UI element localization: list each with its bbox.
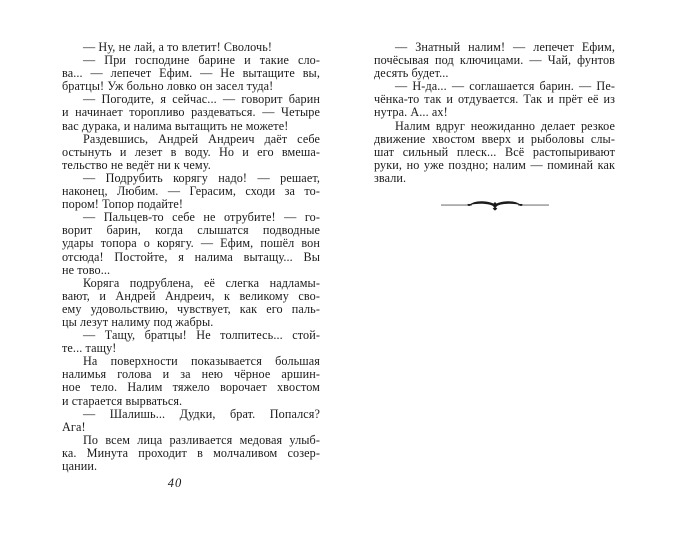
text-line: остынуть и лезет в воду. Но и его вмеша- <box>62 145 320 159</box>
text-line: — Н-да... — соглашается барин. — Пе- <box>395 80 615 94</box>
text-line: Ага! <box>62 420 86 434</box>
text-line: почёсывая под ключицами. — Чай, фунтов <box>374 54 615 68</box>
text-line: ворит барин, когда слышатся подводные <box>62 224 320 238</box>
text-line: Налим вдруг неожиданно делает резкое <box>395 119 615 133</box>
text-line: — Знатный налим! — лепечет Ефим, <box>395 41 615 54</box>
text-line: звали. <box>374 171 407 185</box>
text-line: и начинает торопливо раздеваться. — Четыре <box>62 106 320 120</box>
text-line: цании. <box>62 460 98 473</box>
text-line: руки, но уже поздно; налим — поминай как <box>374 158 615 172</box>
text-line: вают, и Андрей Андреич, к великому сво- <box>62 289 320 303</box>
text-line: ное тело. Налим тяжело ворочает хвостом <box>62 381 320 395</box>
text-line: братцы! Уж больно ловко он засел туда! <box>62 80 274 94</box>
text-line: — Тащу, братцы! Не толпитесь... стой- <box>83 329 320 343</box>
text-line: налимья голова и за нею чёрное аршин- <box>62 368 320 382</box>
text-line: движение хвостом вверх и рыболовы слы- <box>374 132 615 146</box>
text-line: ка. Минута проходит в молчаливом созер- <box>62 446 320 460</box>
text-line: ему удовольствию, чувствует, как его паль- <box>62 302 320 316</box>
text-line: ва... — лепечет Ефим. — Не вытащите вы, <box>62 67 320 81</box>
text-line: не тово... <box>62 263 111 277</box>
text-line: На поверхности показывается большая <box>83 355 320 369</box>
text-line: чёнка-то так и отдувается. Так и прёт её из <box>374 93 615 107</box>
text-line: десять будет... <box>374 67 449 81</box>
text-line: — При господине барине и такие сло- <box>83 54 320 68</box>
text-line: наконец, Любим. — Герасим, сходи за то- <box>62 185 320 199</box>
text-line: удары топора о корягу. — Ефим, пошёл вон <box>62 237 320 251</box>
right-column-lines <box>374 41 615 185</box>
text-line: — Шалишь... Дудки, брат. Попался? <box>83 407 320 421</box>
left-column-lines <box>62 41 320 473</box>
page-number: 40 <box>167 476 183 490</box>
text-line: — Ну, не лай, а то влетит! Сволочь! <box>83 41 273 54</box>
text-line: Коряга подрублена, её слегка надламы- <box>83 276 320 290</box>
text-line: По всем лица разливается медовая улыб- <box>83 433 320 447</box>
text-column-right <box>374 41 615 217</box>
text-line: вас дурака, и налима вытащить не можете! <box>62 119 289 133</box>
text-line: цы лезут налиму под жабры. <box>62 315 214 329</box>
text-line: шат сильный плеск... Всё растопыривают <box>374 145 615 159</box>
text-line: тельство не ведёт ни к чему. <box>62 158 211 172</box>
text-line: Раздевшись, Андрей Андреич даёт себе <box>83 132 320 146</box>
text-line: — Пальцев-то себе не отрубите! — го- <box>83 211 320 225</box>
text-column-left <box>62 41 320 473</box>
text-line: нутра. А... ах! <box>374 106 448 120</box>
text-line: пором! Топор подайте! <box>62 198 184 212</box>
story-end-divider <box>374 198 615 217</box>
text-line: те... тащу! <box>62 342 117 356</box>
text-line: и старается вырваться. <box>62 394 183 408</box>
text-line: — Погодите, я сейчас... — говорит барин <box>83 93 320 107</box>
text-line: отсюда! Постойте, я налима вытащу... Вы <box>62 250 320 264</box>
scroll-flourish-icon <box>441 198 549 212</box>
text-line: — Подрубить корягу надо! — решает, <box>83 171 320 185</box>
